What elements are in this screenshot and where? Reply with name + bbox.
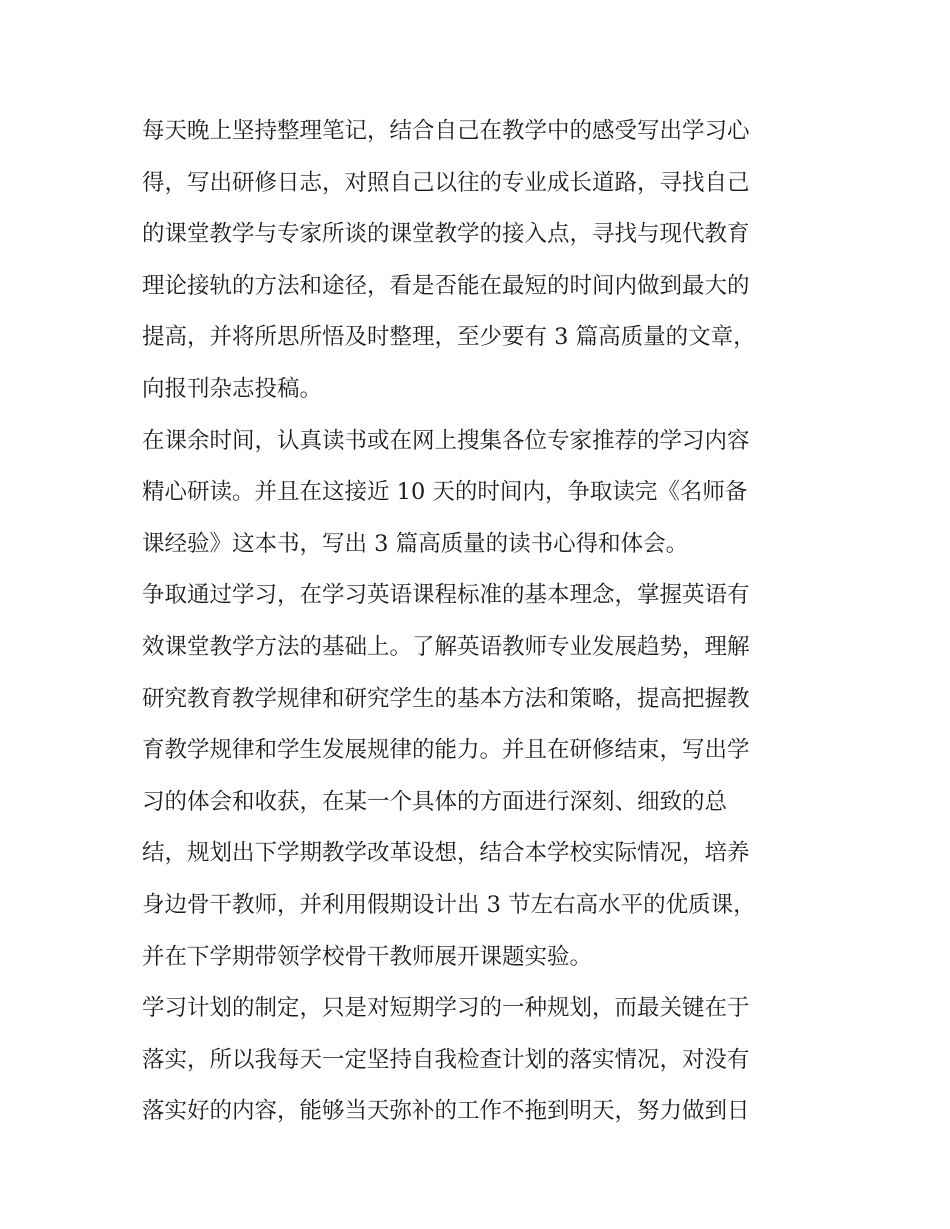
text-line: 身边骨干教师，并利用假期设计出 3 节左右高水平的优质课， [142, 891, 756, 918]
text-line: 在课余时间，认真读书或在网上搜集各位专家推荐的学习内容 [142, 427, 750, 454]
text-line: 学习计划的制定，只是对短期学习的一种规划，而最关键在于 [142, 995, 750, 1022]
text-line: 育教学规律和学生发展规律的能力。并且在研修结束，写出学 [142, 737, 750, 764]
text-line: 理论接轨的方法和途径，看是否能在最短的时间内做到最大的 [142, 272, 750, 299]
text-line: 习的体会和收获，在某一个具体的方面进行深刻、细致的总 [142, 788, 728, 815]
text-line: 落实好的内容，能够当天弥补的工作不拖到明天，努力做到日 [142, 1098, 750, 1125]
text-line: 研究教育教学规律和研究学生的基本方法和策略，提高把握教 [142, 685, 750, 712]
document-body [142, 106, 822, 1138]
text-line: 提高，并将所思所悟及时整理，至少要有 3 篇高质量的文章， [142, 324, 756, 351]
text-line: 的课堂教学与专家所谈的课堂教学的接入点，寻找与现代教育 [142, 221, 750, 248]
text-line: 并在下学期带领学校骨干教师展开课题实验。 [142, 943, 593, 970]
text-line: 落实，所以我每天一定坚持自我检查计划的落实情况，对没有 [142, 1046, 750, 1073]
text-line: 结，规划出下学期教学改革设想，结合本学校实际情况，培养 [142, 840, 750, 867]
text-line: 课经验》这本书，写出 3 篇高质量的读书心得和体会。 [142, 530, 689, 557]
text-line: 精心研读。并且在这接近 10 天的时间内，争取读完《名师备 [142, 479, 748, 506]
text-line: 效课堂教学方法的基础上。了解英语教师专业发展趋势，理解 [142, 633, 750, 660]
text-line: 向报刊杂志投稿。 [142, 375, 323, 402]
text-line: 争取通过学习，在学习英语课程标准的基本理念，掌握英语有 [142, 582, 750, 609]
text-line: 得，写出研修日志，对照自己以往的专业成长道路，寻找自己 [142, 169, 750, 196]
text-line: 每天晚上坚持整理笔记，结合自己在教学中的感受写出学习心 [142, 118, 750, 144]
